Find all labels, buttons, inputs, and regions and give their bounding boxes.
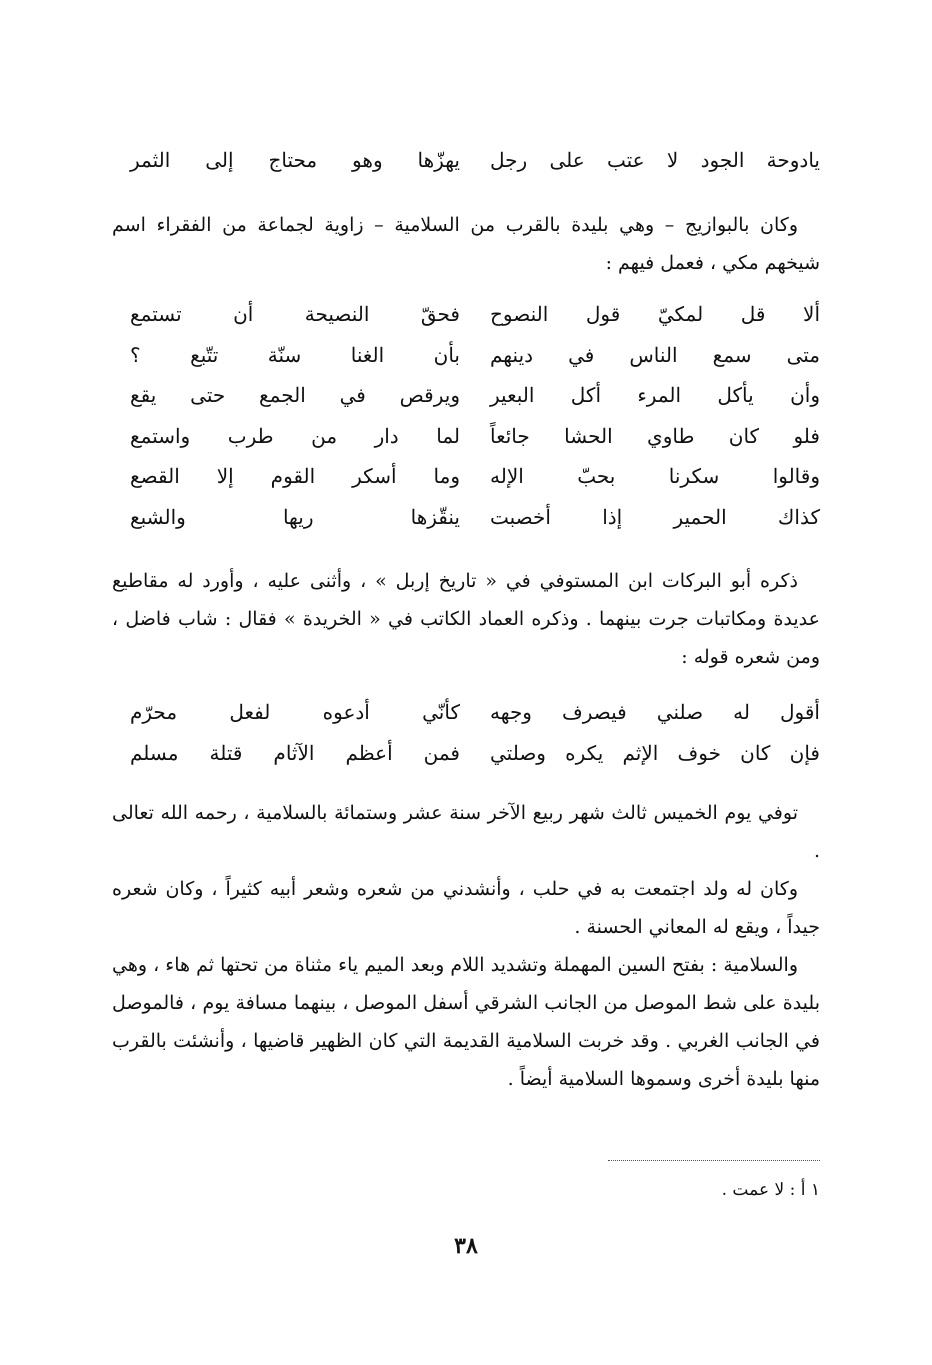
poem-line [130, 692, 820, 733]
paragraph-death-and-salamiya [112, 794, 820, 1098]
verse-second-hemistich: يهزّها وهو محتاج إلى الثمر [130, 148, 460, 172]
paragraph-text: وكان بالبوازيج – وهي بليدة بالقرب من السلامية – زاوية لجماعة من الفقراء اسم شيخهم مكي ، فعمل فيهم : [112, 214, 820, 274]
page-number: ٣٨ [454, 1233, 478, 1259]
first-hemistich: وأن يأكل المرء أكل البعير [490, 383, 820, 407]
second-hemistich: لما دار من طرب واستمع [130, 423, 460, 448]
poem-makki [130, 294, 820, 537]
first-hemistich: أقول له صلني فيصرف وجهه [490, 700, 820, 724]
second-hemistich: كأنّي أدعوه لفعل محرّم [130, 700, 460, 724]
second-hemistich: ينقّزها ريها والشبع [130, 504, 460, 529]
poem-line [130, 456, 820, 497]
poem-line [130, 375, 820, 416]
first-hemistich: كذاك الحمير إذا أخصبت [490, 504, 820, 529]
second-hemistich: فمن أعظم الآثام قتلة مسلم [130, 740, 460, 765]
second-hemistich: فحقّ النصيحة أن تستمع [130, 302, 460, 326]
second-hemistich: وما أسكر القوم إلا القصع [130, 464, 460, 488]
poem-line [130, 733, 820, 774]
first-hemistich: فلو كان طاوي الحشا جائعاً [490, 423, 820, 448]
first-hemistich: وقالوا سكرنا بحبّ الإله [490, 464, 820, 488]
poem-line [130, 416, 820, 457]
first-hemistich: ألا قل لمكيّ قول النصوح [490, 302, 820, 326]
paragraph-bawazij [112, 206, 820, 282]
poem-sulni [130, 692, 820, 773]
poem-line [130, 497, 820, 538]
paragraph-text: ذكره أبو البركات ابن المستوفي في « تاريخ إربل » ، وأثنى عليه ، وأورد له مقاطيع عديدة ومكاتبات جرت بينهما . وذكره العماد الكاتب في « الخريدة » فقال : شاب فاضل ، ومن شعره قوله : [112, 570, 820, 668]
paragraph-text: والسلامية : بفتح السين المهملة وتشديد اللام وبعد الميم ياء مثناة من تحتها ثم هاء ، وهي بليدة على شط الموصل من الجانب الشرقي أسفل الموصل ، بينهما مسافة يوم ، فالموصل في الجانب الغربي . وقد خربت السلامية القديمة التي كان الظهير قاضيها ، وأنشئت بالقرب منها بليدة أخرى وسموها السلامية أيضاً . [112, 954, 820, 1090]
poem-line [130, 335, 820, 376]
paragraph-abu-barakat [112, 562, 820, 676]
footnote: ١ أ : لا عمت . [721, 1180, 820, 1200]
poem-line [130, 294, 820, 335]
verse-first-hemistich: يادوحة الجود لا عتب على رجل [490, 148, 820, 172]
first-hemistich: متى سمع الناس في دينهم [490, 342, 820, 367]
opening-verse [130, 140, 820, 180]
paragraph-text: توفي يوم الخميس ثالث شهر ربيع الآخر سنة عشر وستمائة بالسلامية ، رحمه الله تعالى . [112, 802, 820, 862]
paragraph-text: وكان له ولد اجتمعت به في حلب ، وأنشدني من شعره وشعر أبيه كثيراً ، وكان شعره جيداً ، ويقع له المعاني الحسنة . [112, 878, 820, 938]
second-hemistich: ويرقص في الجمع حتى يقع [130, 383, 460, 407]
footnote-divider [608, 1160, 820, 1161]
second-hemistich: بأن الغنا سنّة تتّبع ؟ [130, 342, 460, 367]
first-hemistich: فإن كان خوف الإثم يكره وصلتي [490, 740, 820, 765]
